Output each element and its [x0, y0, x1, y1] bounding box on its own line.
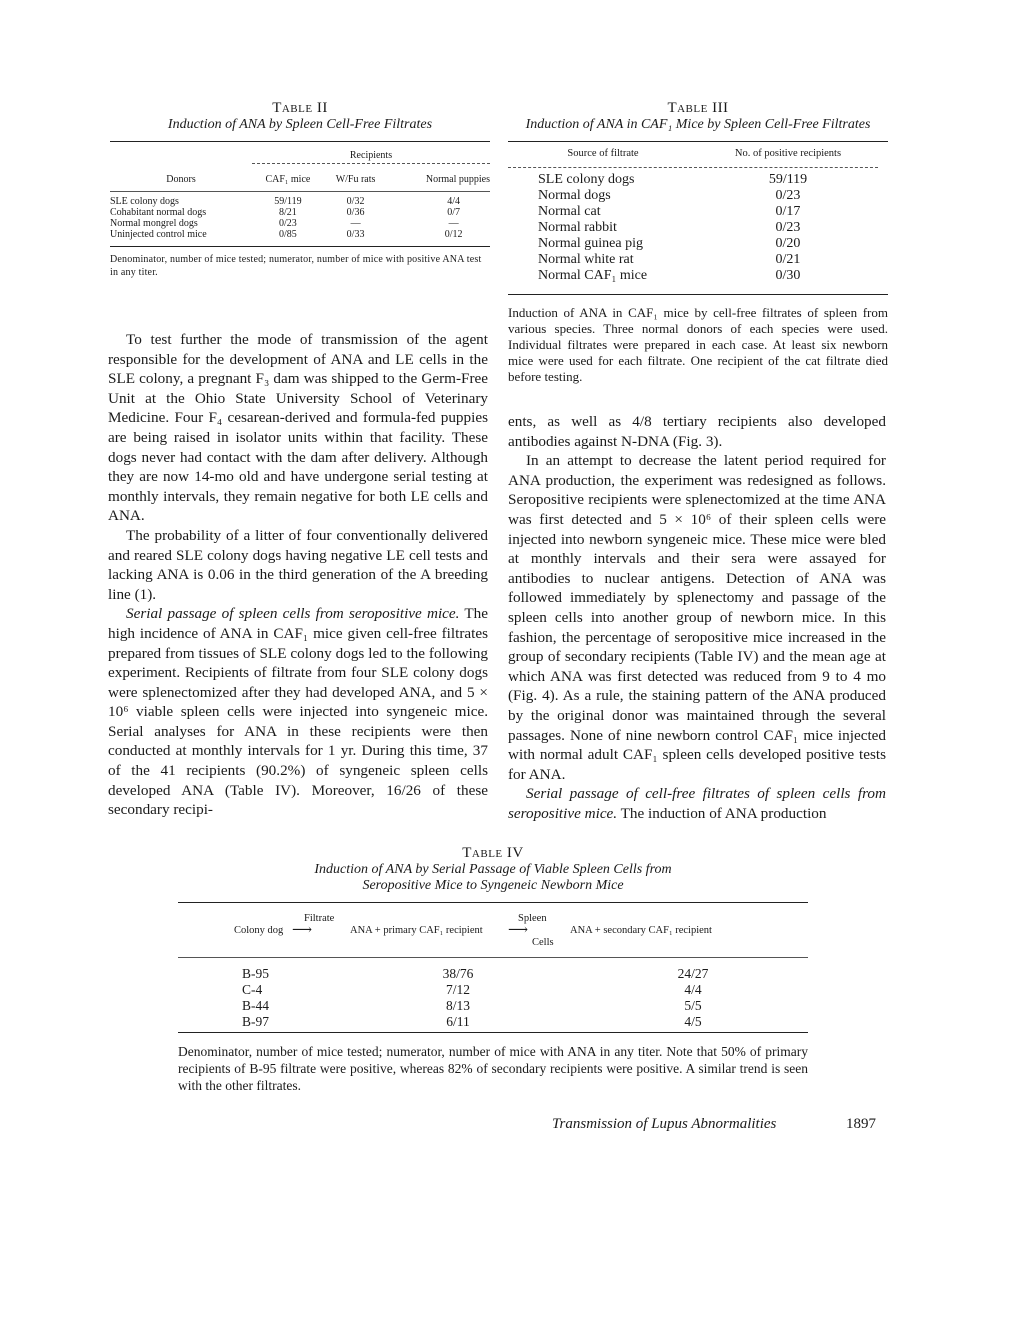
table-4-header-primary: ANA + primary CAF₁ recipient: [350, 925, 483, 936]
left-paragraph-1: To test further the mode of transmission of the agent responsible for the development of ANA and LE cells in the SLE colony, a pregnant F₃ dam was shipped to the Germ-Free Unit at the Ohio State University School of Veterinary Medicine. Four F₄ cesarean-derived and formula-fed puppies are being raised in isolator units within that facility. These dogs never had contact with the dam after delivery. Although they are now 14-mo old and have undergone serial testing at monthly intervals, they remain negative for both LE cells and ANA.: [108, 331, 488, 525]
left-column: [108, 330, 488, 820]
table-3-label: Table III: [667, 100, 729, 116]
arrow-icon: ⟶: [508, 923, 529, 938]
table-4-label: Table IV: [462, 845, 524, 861]
left-paragraph-3-text: The high incidence of ANA in CAF₁ mice given cell-free filtrates prepared from tissues of SLE colony dogs led to the following experiment. Recipients of filtrate from four SLE colony dogs were splenectomized after they had developed ANA, and 5 × 10⁶ viable spleen cells were injected into syngeneic mice. Serial analyses for ANA in these recipients were then conducted at monthly intervals for 1 yr. During this time, 37 of the 41 recipients (90.2%) of syngeneic spleen cells developed ANA (Table IV). Moreover, 16/26 of these secondary recipi-: [108, 605, 488, 819]
table-2-grid: [110, 150, 490, 240]
table-2-group-header: Recipients: [349, 150, 393, 161]
table-row: B-95 38/76 24/27: [242, 966, 709, 981]
table-3-col-positive: No. of positive recipients: [734, 148, 842, 159]
table-4-bottom: [178, 1032, 808, 1094]
table-4-footnote: Denominator, number of mice tested; numerator, number of mice with ANA in any titer. Note that 50% of primary recipients of B-95 filtrate were positive, whereas 82% of secondary recipients were positive. A similar trend is seen with the other filtrates.: [178, 1044, 808, 1093]
table-2-title: Induction of ANA by Spleen Cell-Free Filtrates: [167, 117, 433, 132]
left-paragraph-3: [108, 604, 488, 820]
table-4-header-secondary: ANA + secondary CAF₁ recipient: [570, 925, 712, 936]
table-2-col-wfu: W/Fu rats: [335, 174, 376, 185]
table-row: Normal mongrel dogs 0/23 — —: [110, 218, 459, 229]
table-row: Normal CAF₁ mice 0/30: [538, 268, 801, 283]
table-3-col-source: Source of filtrate: [567, 148, 639, 159]
table-4-title-line-2: Seropositive Mice to Syngeneic Newborn Mice: [362, 878, 624, 893]
table-4-grid: [178, 966, 808, 1030]
table-3-grid: [508, 148, 878, 284]
table-2-col-puppies: Normal puppies: [425, 174, 490, 185]
table-2-label: Table II: [272, 100, 328, 116]
section-heading-cell-free-filtrates: Serial passage of cell-free filtrates of spleen cells from seropositive mice.: [508, 785, 886, 822]
left-paragraph-2: The probability of a litter of four conventionally delivered and reared SLE colony dogs having negative LE cell tests and lacking ANA is 0.06 in the third generation of the A breeding line (1).: [108, 526, 488, 603]
running-title: Transmission of Lupus Abnormalities: [552, 1116, 777, 1132]
table-4-title-line-1: Induction of ANA by Serial Passage of Viable Spleen Cells from: [314, 862, 672, 877]
table-row: Normal guinea pig 0/20: [538, 236, 801, 251]
right-column: [508, 412, 886, 823]
table-row: Normal dogs 0/23: [538, 188, 801, 203]
arrow-icon: ⟶: [292, 923, 313, 938]
table-2-col-donors: Donors: [166, 174, 196, 185]
table-row: Normal white rat 0/21: [538, 252, 801, 267]
table-row: B-97 6/11 4/5: [242, 1014, 702, 1029]
table-row: Normal rabbit 0/23: [538, 220, 801, 235]
table-row: Cohabitant normal dogs 8/21 0/36 0/7: [110, 207, 461, 218]
table-row: Uninjected control mice 0/85 0/33 0/12: [110, 229, 463, 240]
table-4: [178, 845, 808, 1030]
table-4-header-spleen: Spleen: [518, 913, 547, 924]
right-paragraph-3-text: The induction of ANA production: [620, 804, 827, 822]
table-row: SLE colony dogs 59/119: [538, 172, 808, 187]
table-row: Normal cat 0/17: [538, 204, 801, 219]
table-2-footnote: Denominator, number of mice tested; numerator, number of mice with positive ANA test in any titer.: [110, 254, 482, 278]
table-row: C-4 7/12 4/4: [242, 982, 702, 997]
table-4-header-cells: Cells: [532, 937, 554, 948]
table-3: [508, 100, 888, 385]
table-row: SLE colony dogs 59/119 0/32 4/4: [110, 196, 461, 207]
right-paragraph-1: ents, as well as 4/8 tertiary recipients also developed antibodies against N-DNA (Fig. 3).: [508, 413, 886, 450]
table-4-header: [178, 907, 808, 955]
table-2-col-caf1: CAF₁ mice: [265, 174, 311, 185]
table-3-title: Induction of ANA in CAF₁ Mice by Spleen Cell-Free Filtrates: [525, 117, 871, 132]
section-heading-spleen-cells: Serial passage of spleen cells from seropositive mice.: [126, 605, 460, 623]
table-4-header-filtrate: Filtrate: [304, 913, 335, 924]
table-4-header-colony: Colony dog: [234, 925, 284, 936]
right-paragraph-3: [508, 784, 886, 823]
table-2: [110, 100, 490, 279]
right-paragraph-2: In an attempt to decrease the latent period required for ANA production, the experiment was redesigned as follows. Seropositive recipients were splenectomized at the time ANA was first detected and 5 × 10⁶ of their spleen cells were injected into newborn syngeneic mice. These mice were bled at monthly intervals and their sera were assayed for antibodies to nuclear antigens. Detection of ANA was followed immediately by splenectomy and passage of the spleen cells into another group of newborn mice. In this fashion, the percentage of seropositive mice increased in the group of secondary recipients (Table IV) and the mean age at which ANA was first detected was reduced from 9 to 4 mo (Fig. 4). As a rule, the staining pattern of the ANA produced by the original donor was maintained through the several passages. None of nine newborn control CAF₁ mice injected with normal adult CAF₁ spleen cells developed positive tests for ANA.: [508, 452, 886, 783]
page-number: 1897: [846, 1116, 876, 1132]
table-3-footnote: Induction of ANA in CAF₁ mice by cell-free filtrates of spleen from various species. Three normal donors of each species were used. Individual filtrates were prepared in each case. At least six newborn mice were used for each filtrate. One recipient of the cat filtrate died before testing.: [508, 305, 888, 384]
table-row: B-44 8/13 5/5: [242, 998, 702, 1013]
